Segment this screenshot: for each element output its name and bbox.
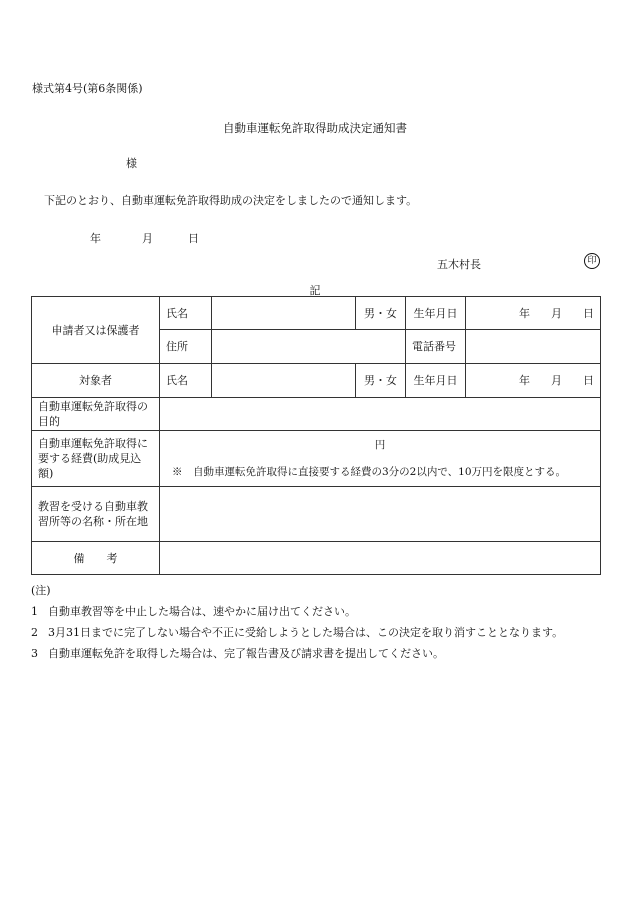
list-item [31,624,563,640]
subject-label: 対象者 [32,364,160,398]
note-text: 自動車教習等を中止した場合は、速やかに届け出てください。 [48,605,356,618]
phone-label: 電話番号 [406,330,466,364]
notes-section [31,582,563,666]
subject-name-field[interactable] [212,364,356,398]
address-label: 住所 [160,330,212,364]
yen-unit: 円 [374,438,386,451]
birth-day: 日 [583,306,594,320]
gender-select[interactable]: 男・女 [356,364,406,398]
birth-month: 月 [551,374,562,387]
purpose-label: 自動車運転免許取得の目的 [32,398,160,431]
issue-date [90,230,199,246]
table-row [32,398,601,431]
applicant-label: 申請者又は保護者 [32,297,160,364]
intro-text: 下記のとおり、自動車運転免許取得助成の決定をしましたので通知します。 [44,194,418,207]
purpose-field[interactable] [160,398,601,431]
date-day: 日 [188,232,199,245]
gender-select[interactable]: 男・女 [356,297,406,330]
list-item [31,603,563,619]
seal-mark: 印 [584,253,600,269]
table-row [32,487,601,542]
cost-field[interactable] [160,431,601,487]
recipient-honorific: 様 [126,157,137,170]
applicant-address-field[interactable] [212,330,406,364]
table-row [32,431,601,487]
school-field[interactable] [160,487,601,542]
school-label: 教習を受ける自動車教習所等の名称・所在地 [32,487,160,542]
applicant-name-field[interactable] [212,297,356,330]
ki-heading: 記 [309,284,321,297]
note-text: 自動車運転免許を取得した場合は、完了報告書及び請求書を提出してください。 [48,647,444,660]
document-title: 自動車運転免許取得助成決定通知書 [223,121,407,135]
applicant-phone-field[interactable] [466,330,601,364]
form-number: 様式第4号(第6条関係) [32,82,143,95]
name-label: 氏名 [160,364,212,398]
table-row [32,542,601,575]
birth-day: 日 [583,374,594,387]
list-item [31,645,563,661]
date-month: 月 [142,232,153,245]
remarks-field[interactable] [160,542,601,575]
date-year: 年 [90,232,101,245]
name-label: 氏名 [160,297,212,330]
birth-year: 年 [519,306,530,320]
remarks-label: 備 考 [32,542,160,575]
note-number: 2 [31,626,38,639]
birth-year: 年 [519,374,530,387]
birth-label: 生年月日 [406,297,466,330]
table-row [32,364,601,398]
note-number: 3 [31,647,38,660]
applicant-birth-date[interactable] [466,297,601,330]
birth-month: 月 [551,306,562,320]
note-text: 3月31日までに完了しない場合や不正に受給しようとした場合は、この決定を取り消すこととなります。 [48,626,564,639]
note-number: 1 [31,605,38,618]
issuer-name: 五木村長 [437,258,481,271]
birth-label: 生年月日 [406,364,466,398]
subject-birth-date[interactable] [466,364,601,398]
notes-heading: (注) [31,584,51,597]
table-row [32,297,601,330]
cost-label: 自動車運転免許取得に要する経費(助成見込額) [32,431,160,487]
cost-note: ※ 自動車運転免許取得に直接要する経費の3分の2以内で、10万円を限度とする。 [172,465,567,478]
form-table [31,296,601,575]
